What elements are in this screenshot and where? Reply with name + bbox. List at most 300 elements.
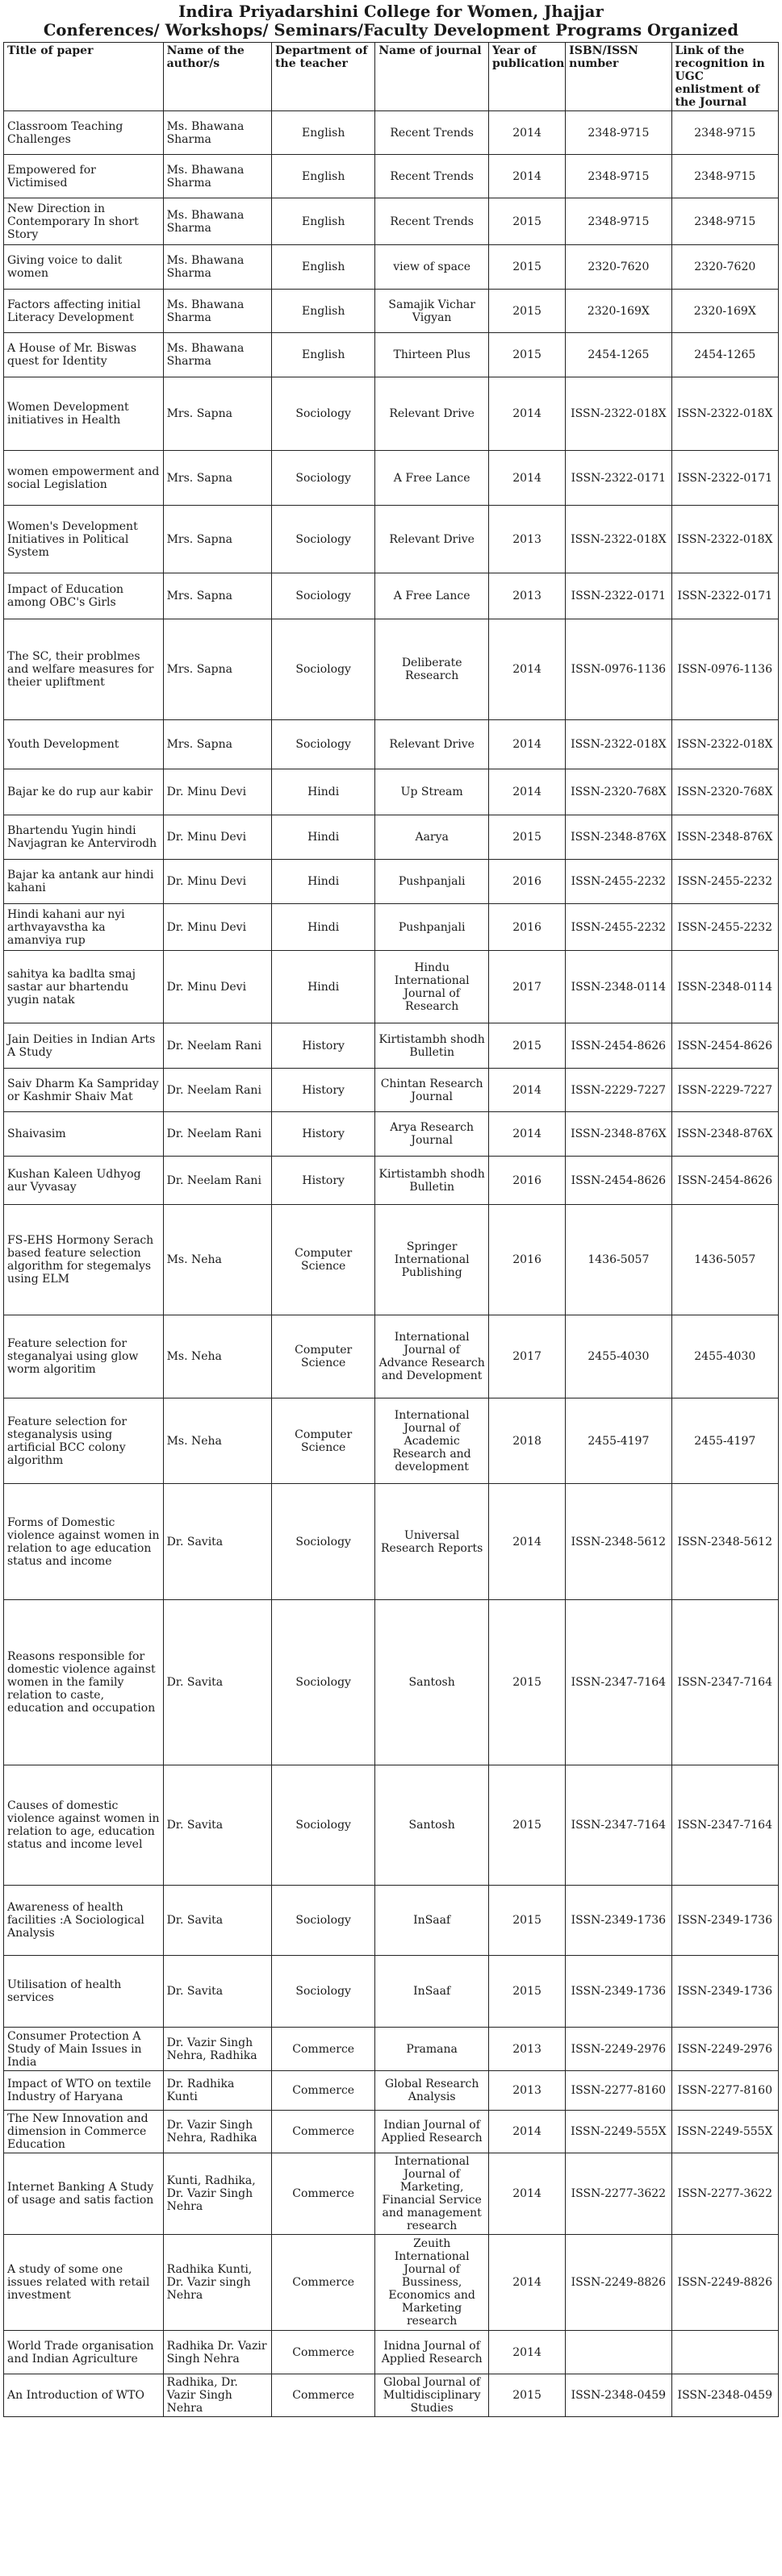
table-row <box>4 769 779 815</box>
cell-department: Sociology <box>272 506 375 573</box>
cell-title: Women's Development Initiatives in Political System <box>4 506 164 573</box>
cell-year: 2014 <box>489 2153 566 2235</box>
cell-ugc-link: ISSN-2322-0171 <box>671 451 778 506</box>
cell-ugc-link: ISSN-2455-2232 <box>671 904 778 951</box>
cell-issn: 2455-4030 <box>566 1315 671 1398</box>
cell-year: 2017 <box>489 1315 566 1398</box>
cell-department: Commerce <box>272 2111 375 2153</box>
table-row <box>4 1023 779 1069</box>
cell-year: 2014 <box>489 720 566 769</box>
table-row <box>4 1765 779 1886</box>
cell-ugc-link: ISSN-2347-7164 <box>671 1765 778 1886</box>
cell-title: Bhartendu Yugin hindi Navjagran ke Antervirodh <box>4 815 164 860</box>
cell-author: Mrs. Sapna <box>163 506 271 573</box>
cell-issn: ISSN-2277-3622 <box>566 2153 671 2235</box>
cell-journal: International Journal of Advance Research and Development <box>375 1315 489 1398</box>
cell-author: Mrs. Sapna <box>163 377 271 451</box>
cell-title: The New Innovation and dimension in Commerce Education <box>4 2111 164 2153</box>
cell-journal: Thirteen Plus <box>375 333 489 377</box>
cell-year: 2014 <box>489 1112 566 1157</box>
cell-author: Ms. Bhawana Sharma <box>163 111 271 155</box>
cell-issn: ISSN-2322-018X <box>566 720 671 769</box>
cell-author: Ms. Bhawana Sharma <box>163 198 271 245</box>
cell-journal: Recent Trends <box>375 111 489 155</box>
cell-journal: Kirtistambh shodh Bulletin <box>375 1023 489 1069</box>
cell-ugc-link: ISSN-2454-8626 <box>671 1023 778 1069</box>
cell-department: Hindi <box>272 951 375 1023</box>
cell-issn: ISSN-2454-8626 <box>566 1157 671 1205</box>
cell-journal: Indian Journal of Applied Research <box>375 2111 489 2153</box>
cell-department: Sociology <box>272 573 375 619</box>
cell-issn: 1436-5057 <box>566 1205 671 1315</box>
cell-issn: 2348-9715 <box>566 198 671 245</box>
cell-title: FS-EHS Hormony Serach based feature selection algorithm for stegemalys using ELM <box>4 1205 164 1315</box>
cell-journal: Up Stream <box>375 769 489 815</box>
cell-ugc-link: 2348-9715 <box>671 198 778 245</box>
cell-issn: ISSN-2322-018X <box>566 506 671 573</box>
cell-journal: Global Research Analysis <box>375 2071 489 2111</box>
cell-journal: Kirtistambh shodh Bulletin <box>375 1157 489 1205</box>
publications-table <box>3 42 779 2417</box>
cell-author: Dr. Neelam Rani <box>163 1023 271 1069</box>
cell-journal: Inidna Journal of Applied Research <box>375 2331 489 2374</box>
table-row <box>4 1112 779 1157</box>
cell-author: Ms. Bhawana Sharma <box>163 245 271 290</box>
table-row <box>4 1157 779 1205</box>
cell-title: Jain Deities in Indian Arts A Study <box>4 1023 164 1069</box>
table-row <box>4 2153 779 2235</box>
cell-author: Dr. Minu Devi <box>163 951 271 1023</box>
cell-title: Hindi kahani aur nyi arthvayavstha ka amanviya rup <box>4 904 164 951</box>
cell-author: Mrs. Sapna <box>163 451 271 506</box>
cell-title: Saiv Dharm Ka Sampriday or Kashmir Shaiv Mat <box>4 1069 164 1112</box>
cell-author: Dr. Minu Devi <box>163 769 271 815</box>
cell-department: Hindi <box>272 815 375 860</box>
cell-ugc-link: 2320-169X <box>671 290 778 333</box>
cell-title: Women Development initiatives in Health <box>4 377 164 451</box>
cell-year: 2014 <box>489 111 566 155</box>
cell-journal: InSaaf <box>375 1886 489 1956</box>
cell-ugc-link <box>671 2331 778 2374</box>
cell-author: Dr. Savita <box>163 1956 271 2028</box>
cell-author: Dr. Neelam Rani <box>163 1069 271 1112</box>
cell-department: Computer Science <box>272 1398 375 1484</box>
cell-year: 2015 <box>489 1886 566 1956</box>
document-title <box>3 0 779 40</box>
cell-title: Shaivasim <box>4 1112 164 1157</box>
cell-author: Mrs. Sapna <box>163 720 271 769</box>
cell-year: 2015 <box>489 815 566 860</box>
cell-issn: ISSN-2249-2976 <box>566 2028 671 2071</box>
cell-department: Sociology <box>272 1600 375 1765</box>
cell-issn: 2455-4197 <box>566 1398 671 1484</box>
cell-author: Dr. Neelam Rani <box>163 1112 271 1157</box>
table-row <box>4 815 779 860</box>
cell-issn: ISSN-2348-876X <box>566 815 671 860</box>
cell-issn: ISSN-2348-5612 <box>566 1484 671 1600</box>
cell-ugc-link: ISSN-2454-8626 <box>671 1157 778 1205</box>
table-row <box>4 1315 779 1398</box>
cell-journal: Recent Trends <box>375 198 489 245</box>
table-row <box>4 290 779 333</box>
table-row <box>4 2028 779 2071</box>
cell-ugc-link: 2454-1265 <box>671 333 778 377</box>
cell-issn: ISSN-2455-2232 <box>566 860 671 904</box>
table-row <box>4 1205 779 1315</box>
cell-year: 2015 <box>489 1600 566 1765</box>
cell-issn: ISSN-2348-0459 <box>566 2374 671 2417</box>
cell-issn: ISSN-2320-768X <box>566 769 671 815</box>
cell-author: Ms. Bhawana Sharma <box>163 290 271 333</box>
table-row <box>4 951 779 1023</box>
table-row <box>4 860 779 904</box>
table-row <box>4 2374 779 2417</box>
cell-author: Dr. Radhika Kunti <box>163 2071 271 2111</box>
cell-issn: 2348-9715 <box>566 111 671 155</box>
cell-title: Youth Development <box>4 720 164 769</box>
cell-title: Empowered for Victimised <box>4 155 164 198</box>
table-row <box>4 1886 779 1956</box>
cell-ugc-link: ISSN-2348-0459 <box>671 2374 778 2417</box>
table-row <box>4 2331 779 2374</box>
cell-issn: 2320-169X <box>566 290 671 333</box>
cell-author: Kunti, Radhika, Dr. Vazir Singh Nehra <box>163 2153 271 2235</box>
cell-department: English <box>272 155 375 198</box>
table-row <box>4 333 779 377</box>
cell-journal: Pramana <box>375 2028 489 2071</box>
cell-year: 2015 <box>489 290 566 333</box>
cell-journal: Aarya <box>375 815 489 860</box>
cell-title: Feature selection for steganalyai using glow worm algoritim <box>4 1315 164 1398</box>
cell-department: Sociology <box>272 720 375 769</box>
cell-year: 2013 <box>489 573 566 619</box>
cell-year: 2018 <box>489 1398 566 1484</box>
cell-title: Causes of domestic violence against women in relation to age, education status and income level <box>4 1765 164 1886</box>
cell-author: Dr. Vazir Singh Nehra, Radhika <box>163 2111 271 2153</box>
cell-ugc-link: 2455-4030 <box>671 1315 778 1398</box>
cell-author: Dr. Minu Devi <box>163 860 271 904</box>
cell-ugc-link: 2348-9715 <box>671 155 778 198</box>
cell-year: 2016 <box>489 1157 566 1205</box>
cell-issn <box>566 2331 671 2374</box>
cell-issn: ISSN-2322-018X <box>566 377 671 451</box>
column-header-department: Department of the teacher <box>272 43 375 111</box>
cell-year: 2014 <box>489 2235 566 2331</box>
cell-year: 2015 <box>489 1023 566 1069</box>
cell-year: 2016 <box>489 1205 566 1315</box>
cell-journal: Chintan Research Journal <box>375 1069 489 1112</box>
cell-department: Computer Science <box>272 1315 375 1398</box>
cell-ugc-link: ISSN-2249-2976 <box>671 2028 778 2071</box>
cell-issn: ISSN-2349-1736 <box>566 1886 671 1956</box>
cell-department: Commerce <box>272 2235 375 2331</box>
cell-department: Sociology <box>272 1484 375 1600</box>
cell-year: 2015 <box>489 333 566 377</box>
table-row <box>4 111 779 155</box>
cell-author: Ms. Neha <box>163 1398 271 1484</box>
cell-year: 2016 <box>489 904 566 951</box>
cell-issn: ISSN-2347-7164 <box>566 1600 671 1765</box>
cell-department: History <box>272 1069 375 1112</box>
cell-author: Ms. Bhawana Sharma <box>163 155 271 198</box>
cell-author: Dr. Vazir Singh Nehra, Radhika <box>163 2028 271 2071</box>
cell-journal: Arya Research Journal <box>375 1112 489 1157</box>
column-header-ugc-link: Link of the recognition in UGC enlistment of the Journal <box>671 43 778 111</box>
cell-title: Internet Banking A Study of usage and satis faction <box>4 2153 164 2235</box>
cell-department: Hindi <box>272 769 375 815</box>
cell-title: The SC, their problmes and welfare measures for theier upliftment <box>4 619 164 720</box>
cell-title: Impact of WTO on textile Industry of Haryana <box>4 2071 164 2111</box>
cell-department: Hindi <box>272 904 375 951</box>
cell-ugc-link: ISSN-2322-0171 <box>671 573 778 619</box>
cell-issn: ISSN-2348-0114 <box>566 951 671 1023</box>
cell-title: Forms of Domestic violence against women in relation to age education status and income <box>4 1484 164 1600</box>
college-name: Indira Priyadarshini College for Women, Jhajjar <box>178 2 604 21</box>
cell-ugc-link: 2348-9715 <box>671 111 778 155</box>
cell-author: Dr. Neelam Rani <box>163 1157 271 1205</box>
cell-ugc-link: ISSN-2348-876X <box>671 1112 778 1157</box>
cell-year: 2015 <box>489 1765 566 1886</box>
column-header-year: Year of publication <box>489 43 566 111</box>
table-row <box>4 1600 779 1765</box>
cell-author: Ms. Neha <box>163 1315 271 1398</box>
column-header-title: Title of paper <box>4 43 164 111</box>
cell-title: Bajar ka antank aur hindi kahani <box>4 860 164 904</box>
cell-title: Consumer Protection A Study of Main Issues in India <box>4 2028 164 2071</box>
cell-department: Hindi <box>272 860 375 904</box>
table-row <box>4 245 779 290</box>
cell-department: Sociology <box>272 1956 375 2028</box>
cell-journal: International Journal of Academic Research and development <box>375 1398 489 1484</box>
cell-year: 2014 <box>489 155 566 198</box>
cell-ugc-link: ISSN-2322-018X <box>671 720 778 769</box>
cell-department: History <box>272 1157 375 1205</box>
table-row <box>4 904 779 951</box>
cell-year: 2014 <box>489 2331 566 2374</box>
cell-department: English <box>272 333 375 377</box>
cell-journal: A Free Lance <box>375 451 489 506</box>
cell-title: A House of Mr. Biswas quest for Identity <box>4 333 164 377</box>
cell-department: English <box>272 245 375 290</box>
table-row <box>4 2071 779 2111</box>
column-header-journal: Name of journal <box>375 43 489 111</box>
table-row <box>4 1956 779 2028</box>
cell-issn: 2320-7620 <box>566 245 671 290</box>
cell-journal: International Journal of Marketing, Financial Service and management research <box>375 2153 489 2235</box>
table-row <box>4 198 779 245</box>
cell-journal: Santosh <box>375 1765 489 1886</box>
cell-title: World Trade organisation and Indian Agriculture <box>4 2331 164 2374</box>
cell-title: New Direction in Contemporary In short Story <box>4 198 164 245</box>
table-row <box>4 155 779 198</box>
header-row <box>4 43 779 111</box>
cell-journal: Springer International Publishing <box>375 1205 489 1315</box>
cell-year: 2015 <box>489 198 566 245</box>
table-row <box>4 1398 779 1484</box>
cell-issn: 2454-1265 <box>566 333 671 377</box>
cell-issn: ISSN-2348-876X <box>566 1112 671 1157</box>
table-row <box>4 619 779 720</box>
cell-author: Radhika Kunti, Dr. Vazir singh Nehra <box>163 2235 271 2331</box>
cell-ugc-link: ISSN-2348-876X <box>671 815 778 860</box>
cell-author: Dr. Savita <box>163 1600 271 1765</box>
cell-year: 2014 <box>489 769 566 815</box>
report-heading: Conferences/ Workshops/ Seminars/Faculty Development Programs Organized <box>43 21 739 40</box>
cell-journal: Santosh <box>375 1600 489 1765</box>
cell-department: Computer Science <box>272 1205 375 1315</box>
cell-year: 2015 <box>489 2374 566 2417</box>
cell-year: 2015 <box>489 1956 566 2028</box>
cell-journal: Recent Trends <box>375 155 489 198</box>
cell-ugc-link: 2455-4197 <box>671 1398 778 1484</box>
cell-journal: Global Journal of Multidisciplinary Studies <box>375 2374 489 2417</box>
table-row <box>4 1069 779 1112</box>
cell-title: Kushan Kaleen Udhyog aur Vyvasay <box>4 1157 164 1205</box>
cell-journal: Pushpanjali <box>375 860 489 904</box>
cell-issn: ISSN-2277-8160 <box>566 2071 671 2111</box>
cell-journal: Samajik Vichar Vigyan <box>375 290 489 333</box>
cell-issn: ISSN-2347-7164 <box>566 1765 671 1886</box>
cell-department: Sociology <box>272 451 375 506</box>
cell-title: Classroom Teaching Challenges <box>4 111 164 155</box>
cell-year: 2015 <box>489 245 566 290</box>
cell-author: Ms. Bhawana Sharma <box>163 333 271 377</box>
cell-issn: ISSN-2455-2232 <box>566 904 671 951</box>
document-page <box>3 0 779 2415</box>
cell-author: Dr. Minu Devi <box>163 904 271 951</box>
cell-department: History <box>272 1023 375 1069</box>
cell-issn: ISSN-2249-8826 <box>566 2235 671 2331</box>
cell-department: Sociology <box>272 619 375 720</box>
cell-department: Sociology <box>272 377 375 451</box>
cell-issn: ISSN-2322-0171 <box>566 451 671 506</box>
cell-ugc-link: ISSN-2349-1736 <box>671 1956 778 2028</box>
cell-author: Radhika Dr. Vazir Singh Nehra <box>163 2331 271 2374</box>
cell-ugc-link: ISSN-2249-555X <box>671 2111 778 2153</box>
cell-issn: ISSN-0976-1136 <box>566 619 671 720</box>
cell-journal: Zeuith International Journal of Bussiness, Economics and Marketing research <box>375 2235 489 2331</box>
cell-department: Sociology <box>272 1886 375 1956</box>
cell-author: Dr. Minu Devi <box>163 815 271 860</box>
cell-ugc-link: ISSN-2229-7227 <box>671 1069 778 1112</box>
cell-department: Commerce <box>272 2028 375 2071</box>
cell-author: Mrs. Sapna <box>163 619 271 720</box>
cell-year: 2014 <box>489 2111 566 2153</box>
cell-year: 2013 <box>489 2071 566 2111</box>
table-row <box>4 720 779 769</box>
cell-ugc-link: ISSN-0976-1136 <box>671 619 778 720</box>
cell-journal: Relevant Drive <box>375 720 489 769</box>
cell-year: 2016 <box>489 860 566 904</box>
cell-title: A study of some one issues related with retail investment <box>4 2235 164 2331</box>
table-row <box>4 2111 779 2153</box>
cell-author: Radhika, Dr. Vazir Singh Nehra <box>163 2374 271 2417</box>
cell-ugc-link: ISSN-2322-018X <box>671 377 778 451</box>
cell-journal: Pushpanjali <box>375 904 489 951</box>
cell-journal: Hindu International Journal of Research <box>375 951 489 1023</box>
cell-journal: A Free Lance <box>375 573 489 619</box>
cell-year: 2014 <box>489 1069 566 1112</box>
table-row <box>4 2235 779 2331</box>
cell-ugc-link: ISSN-2348-0114 <box>671 951 778 1023</box>
cell-author: Mrs. Sapna <box>163 573 271 619</box>
cell-issn: ISSN-2454-8626 <box>566 1023 671 1069</box>
cell-title: Feature selection for steganalysis using artificial BCC colony algorithm <box>4 1398 164 1484</box>
cell-year: 2017 <box>489 951 566 1023</box>
cell-title: Reasons responsible for domestic violence against women in the family relation to caste, education and occupation <box>4 1600 164 1765</box>
cell-ugc-link: ISSN-2277-8160 <box>671 2071 778 2111</box>
column-header-author: Name of the author/s <box>163 43 271 111</box>
table-row <box>4 506 779 573</box>
cell-ugc-link: ISSN-2349-1736 <box>671 1886 778 1956</box>
cell-ugc-link: ISSN-2249-8826 <box>671 2235 778 2331</box>
cell-year: 2014 <box>489 377 566 451</box>
cell-title: Impact of Education among OBC's Girls <box>4 573 164 619</box>
cell-department: Commerce <box>272 2374 375 2417</box>
cell-issn: ISSN-2229-7227 <box>566 1069 671 1112</box>
table-row <box>4 573 779 619</box>
cell-author: Dr. Savita <box>163 1886 271 1956</box>
cell-issn: ISSN-2349-1736 <box>566 1956 671 2028</box>
table-row <box>4 451 779 506</box>
cell-title: sahitya ka badlta smaj sastar aur bhartendu yugin natak <box>4 951 164 1023</box>
cell-journal: InSaaf <box>375 1956 489 2028</box>
cell-department: English <box>272 111 375 155</box>
cell-ugc-link: ISSN-2455-2232 <box>671 860 778 904</box>
cell-ugc-link: ISSN-2322-018X <box>671 506 778 573</box>
cell-journal: Relevant Drive <box>375 377 489 451</box>
cell-issn: 2348-9715 <box>566 155 671 198</box>
cell-department: Commerce <box>272 2331 375 2374</box>
cell-author: Dr. Savita <box>163 1484 271 1600</box>
cell-journal: Relevant Drive <box>375 506 489 573</box>
cell-title: Giving voice to dalit women <box>4 245 164 290</box>
cell-department: Sociology <box>272 1765 375 1886</box>
cell-ugc-link: 2320-7620 <box>671 245 778 290</box>
cell-issn: ISSN-2322-0171 <box>566 573 671 619</box>
cell-department: Commerce <box>272 2071 375 2111</box>
cell-department: English <box>272 198 375 245</box>
column-header-issn: ISBN/ISSN number <box>566 43 671 111</box>
cell-title: Awareness of health facilities :A Sociological Analysis <box>4 1886 164 1956</box>
cell-ugc-link: 1436-5057 <box>671 1205 778 1315</box>
cell-year: 2014 <box>489 1484 566 1600</box>
cell-department: History <box>272 1112 375 1157</box>
cell-journal: Universal Research Reports <box>375 1484 489 1600</box>
cell-ugc-link: ISSN-2320-768X <box>671 769 778 815</box>
cell-journal: Deliberate Research <box>375 619 489 720</box>
cell-ugc-link: ISSN-2348-5612 <box>671 1484 778 1600</box>
cell-year: 2013 <box>489 2028 566 2071</box>
cell-year: 2013 <box>489 506 566 573</box>
cell-title: women empowerment and social Legislation <box>4 451 164 506</box>
cell-department: Commerce <box>272 2153 375 2235</box>
cell-title: Factors affecting initial Literacy Development <box>4 290 164 333</box>
table-row <box>4 377 779 451</box>
cell-year: 2014 <box>489 451 566 506</box>
cell-author: Ms. Neha <box>163 1205 271 1315</box>
cell-journal: view of space <box>375 245 489 290</box>
table-body <box>4 111 779 2417</box>
cell-department: English <box>272 290 375 333</box>
cell-ugc-link: ISSN-2277-3622 <box>671 2153 778 2235</box>
cell-title: An Introduction of WTO <box>4 2374 164 2417</box>
cell-ugc-link: ISSN-2347-7164 <box>671 1600 778 1765</box>
table-row <box>4 1484 779 1600</box>
cell-title: Bajar ke do rup aur kabir <box>4 769 164 815</box>
cell-title: Utilisation of health services <box>4 1956 164 2028</box>
cell-issn: ISSN-2249-555X <box>566 2111 671 2153</box>
